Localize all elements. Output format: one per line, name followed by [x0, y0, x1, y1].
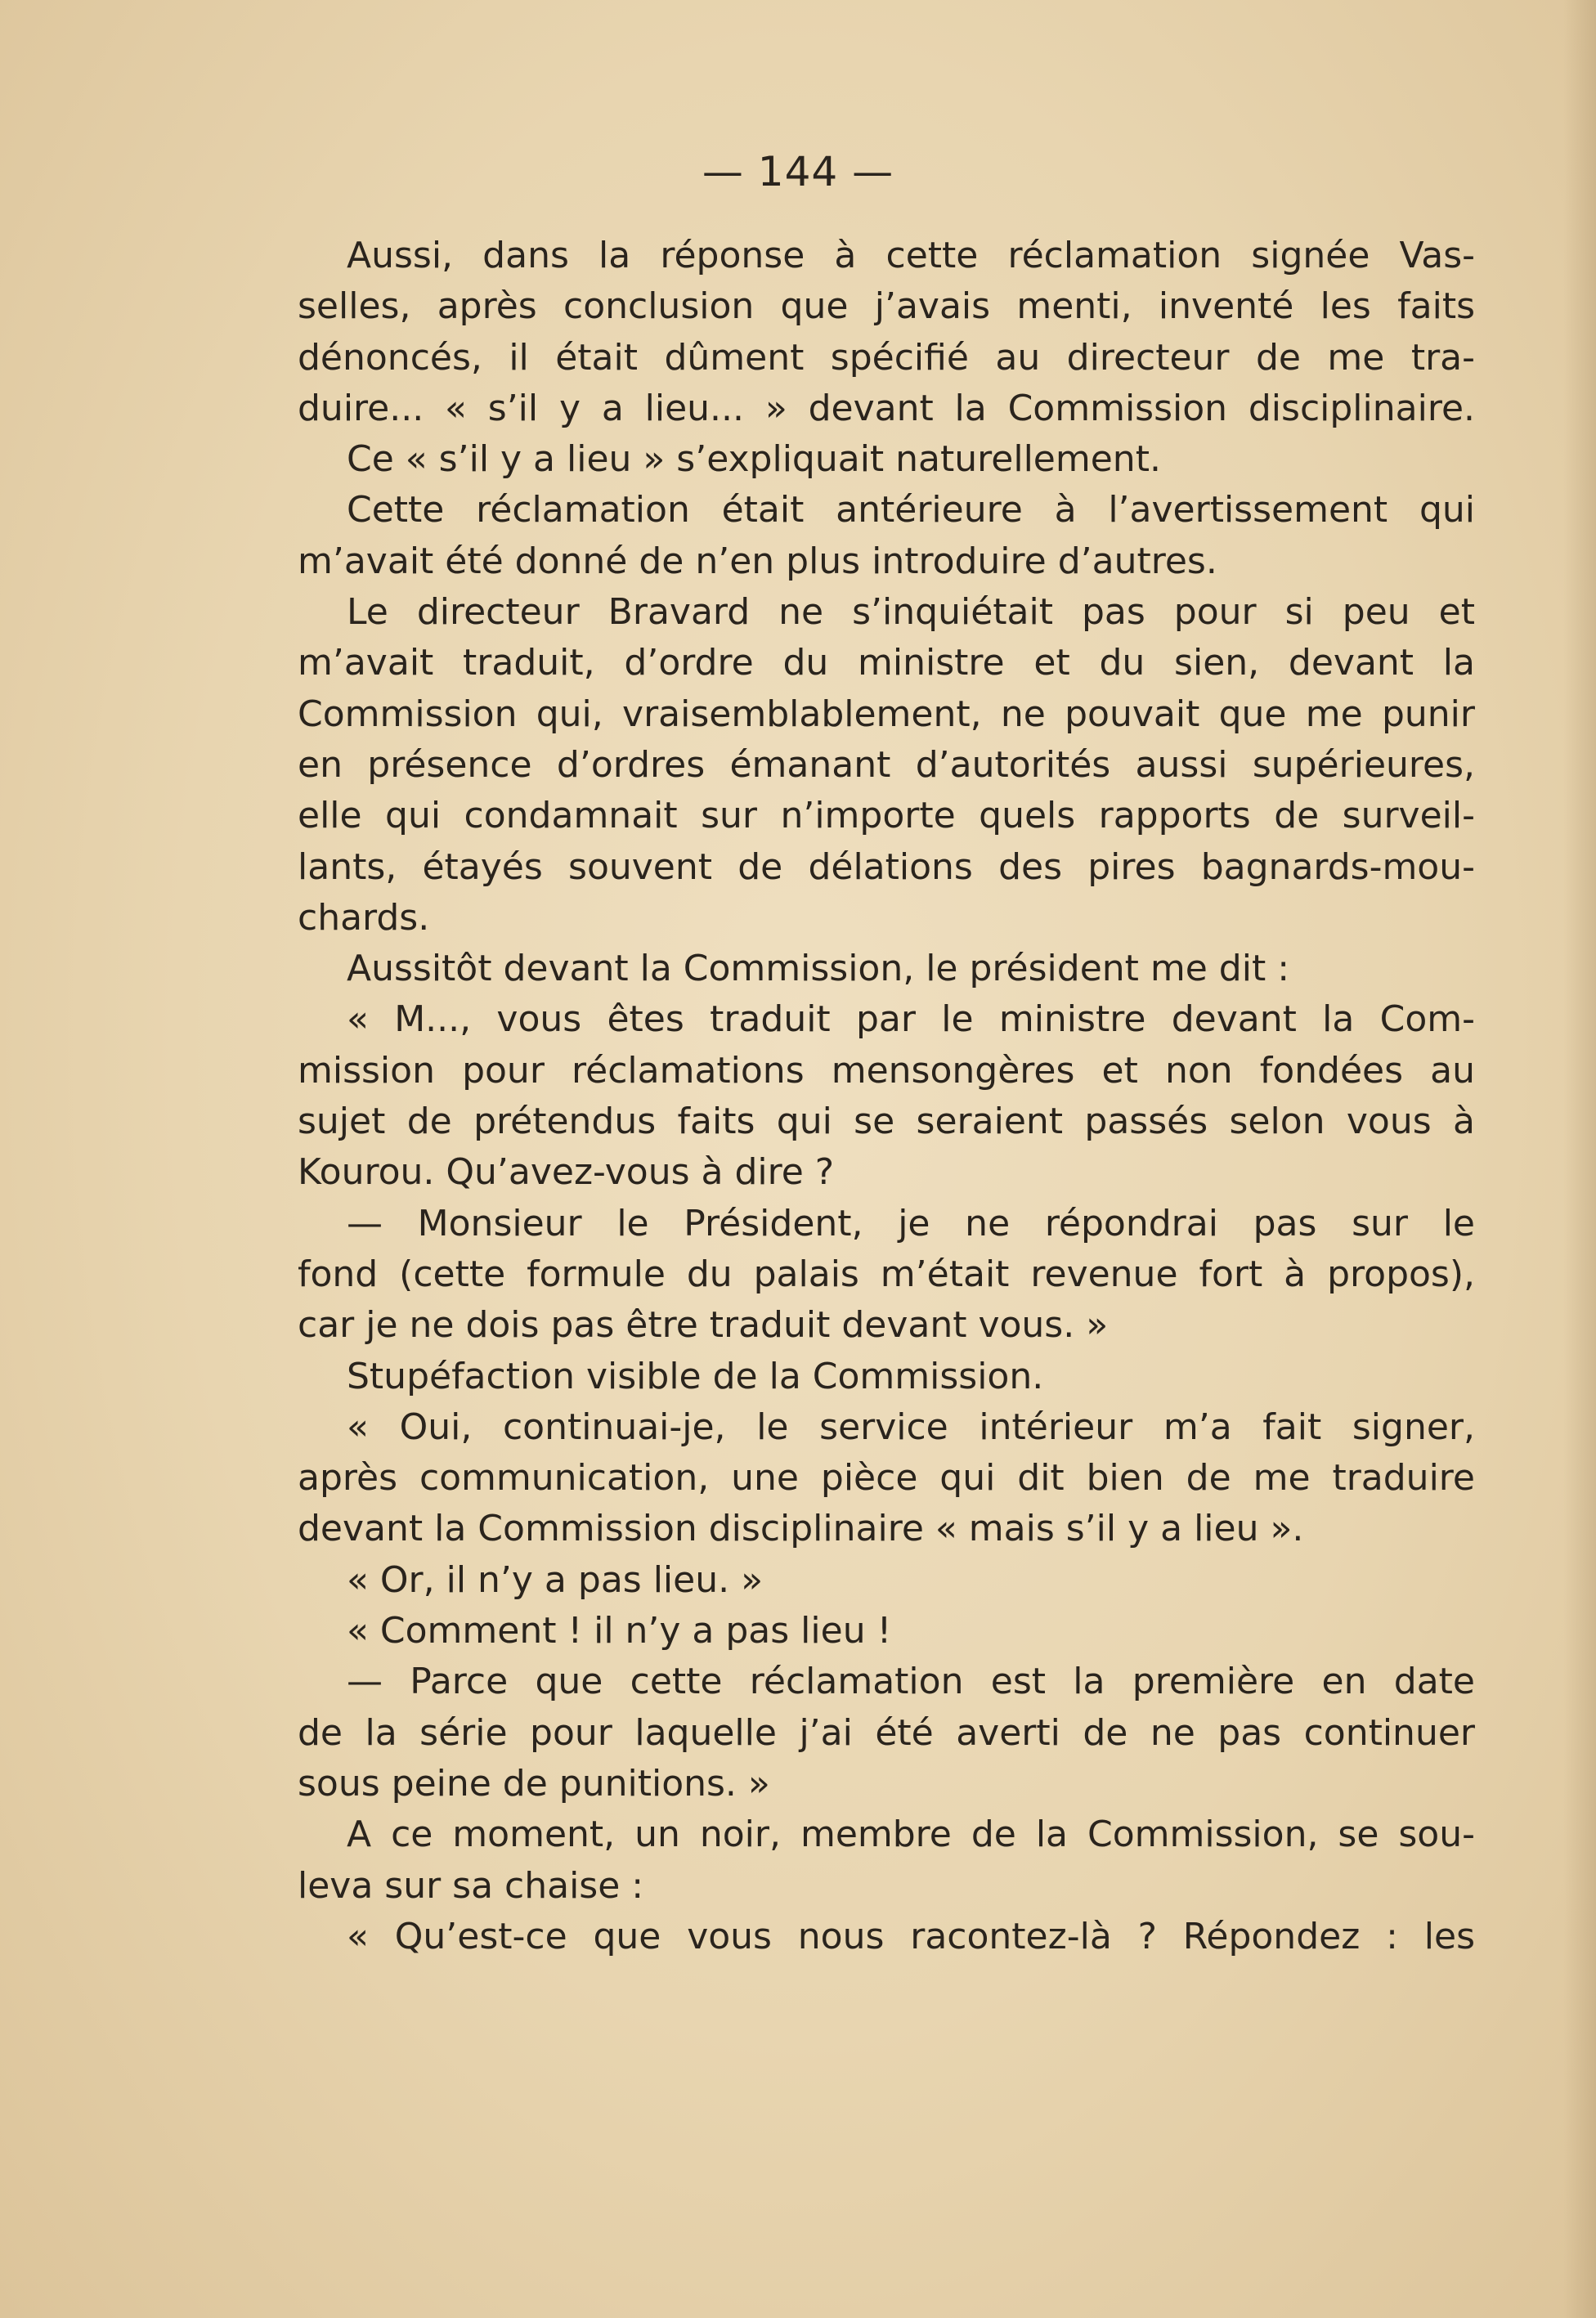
text-line: Commission qui, vraisemblablement, ne pouvait que me punir — [298, 693, 1475, 735]
text-line: selles, après conclusion que j’avais menti, inventé les faits — [298, 285, 1475, 328]
text-line: dénoncés, il était dûment spécifié au directeur de me tra- — [298, 336, 1475, 379]
text-line: « Qu’est-ce que vous nous racontez-là ? Répondez : les — [347, 1915, 1475, 1957]
text-line: sous peine de punitions. » — [298, 1762, 770, 1805]
text-line: Aussi, dans la réponse à cette réclamation signée Vas- — [347, 235, 1475, 276]
text-line: m’avait traduit, d’ordre du ministre et du sien, devant la — [298, 642, 1475, 684]
text-line: leva sur sa chaise : — [298, 1864, 644, 1907]
text-line: après communication, une pièce qui dit bien de me traduire — [298, 1457, 1475, 1500]
text-line: devant la Commission disciplinaire « mais s’il y a lieu ». — [298, 1508, 1304, 1550]
text-line: duire... « s’il y a lieu... » devant la Commission disciplinaire. — [298, 387, 1475, 429]
text-line: « Oui, continuai-je, le service intérieur m’a fait signer, — [347, 1406, 1475, 1448]
text-line: car je ne dois pas être traduit devant vous. » — [298, 1304, 1109, 1347]
text-line: m’avait été donné de n’en plus introduire d’autres. — [298, 540, 1217, 582]
text-line: Ce « s’il y a lieu » s’expliquait naturellement. — [347, 438, 1161, 481]
text-line: chards. — [298, 896, 430, 939]
text-line: « M..., vous êtes traduit par le ministre devant la Com- — [347, 998, 1475, 1041]
text-line: Kourou. Qu’avez-vous à dire ? — [298, 1151, 835, 1194]
text-line: fond (cette formule du palais m’était revenue fort à propos), — [298, 1253, 1475, 1295]
body-text — [298, 231, 1475, 1962]
text-line: Aussitôt devant la Commission, le président me dit : — [347, 948, 1290, 990]
text-line: Cette réclamation était antérieure à l’avertissement qui — [347, 489, 1475, 531]
text-line: mission pour réclamations mensongères et non fondées au — [298, 1049, 1475, 1092]
text-line: « Or, il n’y a pas lieu. » — [347, 1558, 763, 1601]
text-line: en présence d’ordres émanant d’autorités aussi supérieures, — [298, 743, 1475, 786]
text-line: lants, étayés souvent de délations des pires bagnards-mou- — [298, 845, 1475, 888]
page-number: — 144 — — [702, 148, 894, 195]
text-line: sujet de prétendus faits qui se seraient passés selon vous à — [298, 1101, 1475, 1143]
page-edge-shadow — [1563, 0, 1596, 2318]
text-line: — Parce que cette réclamation est la première en date — [347, 1661, 1475, 1703]
text-line: Stupéfaction visible de la Commission. — [347, 1355, 1044, 1397]
text-line: Le directeur Bravard ne s’inquiétait pas pour si peu et — [347, 591, 1475, 634]
text-line: « Comment ! il n’y a pas lieu ! — [347, 1610, 892, 1652]
text-line: — Monsieur le Président, je ne répondrai pas sur le — [347, 1202, 1475, 1244]
text-line: elle qui condamnait sur n’importe quels rapports de surveil- — [298, 795, 1475, 837]
text-line: de la série pour laquelle j’ai été averti de ne pas continuer — [298, 1711, 1475, 1754]
text-line: A ce moment, un noir, membre de la Commission, se sou- — [347, 1814, 1475, 1856]
